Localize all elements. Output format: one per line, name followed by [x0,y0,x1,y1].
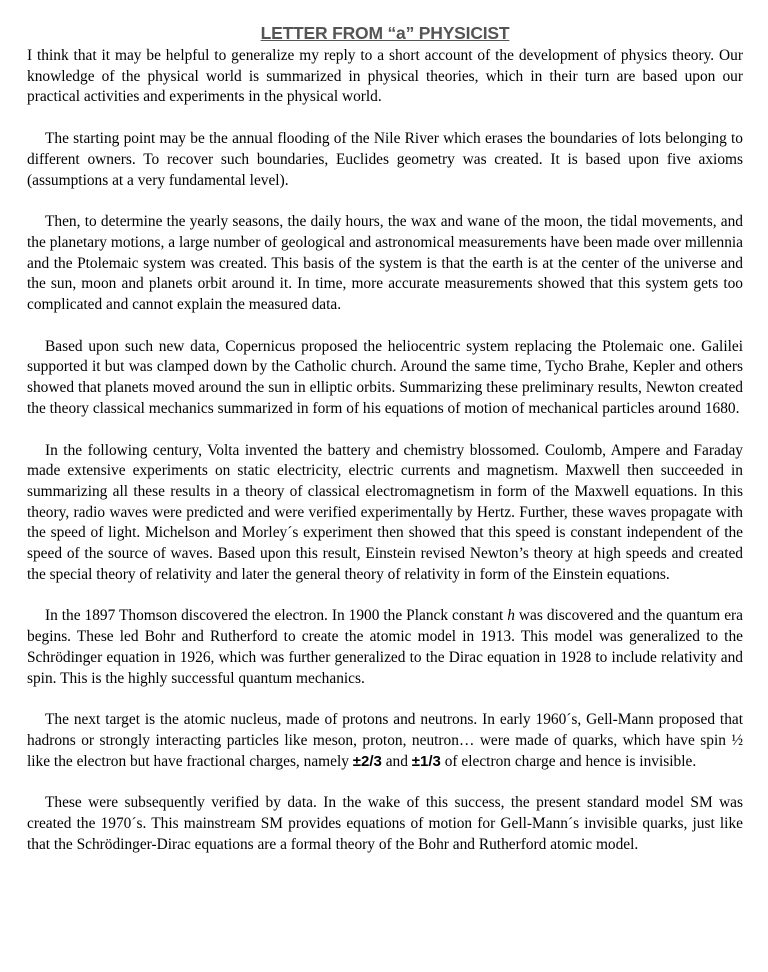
paragraph-nile-euclid: The starting point may be the annual flooding of the Nile River which erases the boundaries of lots belonging to different owners. To recover such boundaries, Euclides geometry was created. It is based upon five axioms (assumptions at a very fundamental level). [27,130,743,189]
paragraph-quarks [27,710,743,772]
charge-one-third: ±1/3 [411,752,441,770]
paragraph-quantum-text-before: In the 1897 Thomson discovered the electron. In 1900 the Planck constant [45,607,508,625]
charge-two-thirds: ±2/3 [352,752,382,770]
paragraph-quantum-text-after: was discovered and the quantum era begins. These led Bohr and Rutherford to create the atomic model in 1913. This model was generalized to the Schrödinger equation in 1926, which was further generalized to the Dirac equation in 1928 to include relativity and spin. This is the highly successful quantum mechanics. [27,607,744,687]
planck-symbol: h [507,607,515,625]
paragraph-quarks-text-after: of electron charge and hence is invisible. [440,752,697,770]
paragraph-electromagnetism-relativity: In the following century, Volta invented the battery and chemistry blossomed. Coulomb, Ampere and Faraday made extensive experiments on static electricity, electric currents and magnetism. Maxwell then succeeded in summarizing all these results in a theory of classical electromagnetism in form of the Maxwell equations. In this theory, radio waves were predicted and were verified experimentally by Hertz. Further, these waves propagate with the speed of light. Michelson and Morley´s experiment then showed that this speed is constant independent of the speed of the source of waves. Based upon this result, Einstein revised Newton’s theory at high speeds and created the special theory of relativity and later the general theory of relativity in form of the Einstein equations. [27,441,743,583]
paragraph-standard-model: These were subsequently verified by data. In the wake of this success, the present standard model SM was created the 1970´s. This mainstream SM provides equations of motion for Gell-Mann´s invisible quarks, just like that the Schrödinger-Dirac equations are a formal theory of the Bohr and Rutherford atomic model. [27,794,743,853]
page-title: LETTER FROM “a” PHYSICIST [260,23,510,43]
paragraph-intro: I think that it may be helpful to generalize my reply to a short account of the development of physics theory. Our knowledge of the physical world is summarized in physical theories, which in their turn are based upon our practical activities and experiments in the physical world. [27,47,743,106]
letter-page [27,20,743,877]
paragraph-quarks-text-before: The next target is the atomic nucleus, made of protons and neutrons. In early 1960´s, Gell-Mann proposed that hadrons or strongly interacting particles like meson, proton, neutron… were made of quarks, which have spin ½ like the electron but have fractional charges, namely [27,711,743,770]
paragraph-ptolemaic: Then, to determine the yearly seasons, the daily hours, the wax and wane of the moon, the tidal movements, and the planetary motions, a large number of geological and astronomical measurements have been made over millennia and the Ptolemaic system was created. This basis of the system is that the earth is at the center of the universe and the sun, moon and planets orbit around it. In time, more accurate measurements showed that this system gets too complicated and cannot explain the measured data. [27,213,743,314]
paragraph-quarks-text-middle: and [381,752,412,770]
paragraph-quantum-mechanics [27,606,743,689]
paragraph-copernicus-newton: Based upon such new data, Copernicus proposed the heliocentric system replacing the Ptolemaic one. Galilei supported it but was clamped down by the Catholic church. Around the same time, Tycho Brahe, Kepler and others showed that planets moved around the sun in elliptic orbits. Summarizing these preliminary results, Newton created the theory classical mechanics summarized in form of his equations of motion of mechanical particles around 1680. [27,337,743,417]
